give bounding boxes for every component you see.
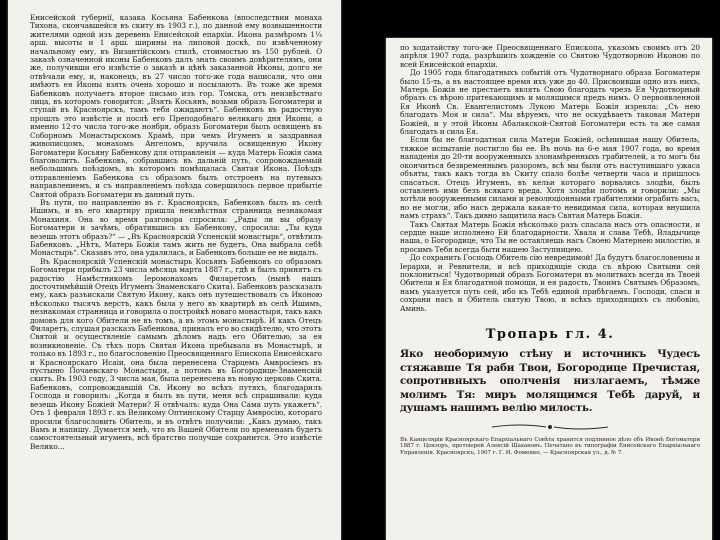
left-paragraph-1: Енисейской губернії, казака Косьяна Бабенкова (впоследствии монаха Тихона, скончавшейся въ скиту въ 1903 г.), по данной ему возвышенности жителями одной изъ деревень Енисейской епархіи. Икона размѣромъ 1¼ арш. высоты и 1 арш. ширины на липовой доскѣ, по извѣченному начальному ему, въ Византійскомъ стилѣ, стоимостью въ 150 рублей. О заказѣ означенной иконы Бабенковъ далъ знать своимъ довѣрителямъ, они же, получивши его извѣстіе о заказѣ и цѣнѣ заказанной Иконы, долго не отвѣчали ему, и, наконецъ, въ 27 число того-же года написали, что они имѣютъ ея Иконы взять очень хорошо и посылаютъ. Въ тоже же время Бабенковъ получаетъ второе письмо изъ гор. Томска, отъ неизвѣстнаго лица, въ которомъ говорится: „Взять Косьянъ, возьми образъ Богоматери и ступай въ Красноярскъ, тамъ тебя ожидаютъ“. Бабенковъ въ радостную прошлъ это извѣстіе и послѣ его Преподобнаго великаго дня Иконы, а именно 12-го числа того-же ноября, образъ Богоматери былъ освященъ въ Соборномъ Монастырскомъ Храмѣ, при чемъ Игуменъ и заздравная живописцомъ, монахомъ Ангеломъ, вручила освященную Икону Богоматери Косьяну Бабенкову для отправленія — куда Матерь Божія сама благоволитъ. Бабенковъ, собравшись въ дальній путь, сопровождаемый небольшимъ поѣздомъ, въ которомъ помѣщалась Святая Икона. Поѣздъ отправленіемъ Бабенкова съ образомъ былъ отстроенъ на путевыхъ направлениемъ, и съ направленіемъ поѣзда совершилось первое прибытіе Святой образъ Богоматери въ данный путь. xyxy=(30,13,322,199)
ornament-divider xyxy=(400,422,700,432)
right-document-page xyxy=(386,38,712,540)
print-footnote: Въ Канцеляріи Красноярскаго Епархіальнаго Совѣта хранится подлинное дѣло объ Иконѣ Богоматери 1887 г. Цензоръ, протоіерей Алексій Шахановъ. Печатано въ типографіи Енисейскаго Епархіальнаго Управленія. Красноярскъ, 1907 г. Г. И. Фоменко, — Красноярская ул., д. № 7. xyxy=(400,436,700,456)
flourish-icon xyxy=(490,422,610,432)
left-paragraph-3: Въ Красноярскій Успенскій монастырь Косьянъ Бабенковъ со образомъ Богоматери прибылъ 23 числа мѣсяца марта 1887 г., гдѣ и былъ принятъ съ радостію Намѣстникомъ Іеромонахомъ Филаретомъ (нынѣ нашъ досточтимѣйшій Отецъ Игуменъ Знаменскаго Скита). Бабенковъ разсказалъ ему, какъ разъискали Святую Икону, какъ онъ путешествовалъ съ Иконою нѣсколько тысячъ верстъ, какъ была у него въ квартирѣ въ селѣ Ишимъ, незнакомая странница и говорила о постройкѣ новаго монастыря, такъ какъ домовъ для кого Обители не въ томъ, а въ этомъ монастырѣ. И какъ Отецъ Филаретъ, слушая разсказъ Бабенкова, приналъ его во свидѣтелю, что этотъ Святой и осуществленіе самымъ дѣломъ надъ его Обителью, за ея возникновеніе. Съ тѣхъ поръ Святая Икона пребывала въ Монастырѣ, и только въ 1893 г., по благословенію Преосвященнаго Епископа Енисейскаго и Красноярскаго Исаіи, она была перенесена Старцемъ Амвросіемъ въ пустыню Почаевскаго Монастыря, а потомъ въ Богородице-Знаменскій скитъ. Въ 1903 году, 3 числа мая, была перенесена въ новую церковь Скита. Бабенковъ, сопровождавшій Св. Икону во всѣхъ путяхъ, благодарилъ Господа и говорилъ: „Когда я былъ въ пути, меня всѣ спрашивали: куда везешь Икону Божіей Матери? Я отвѣчалъ: куда Она Сама путь укажетъ“. Отъ 1 февраля 1893 г. къ Великому Оптинскому Старцу Амвросію, котораго просили благословить Обитель, и въ отвѣтъ получили: „Какъ думаю, такъ Вамъ и напишу. Думается мнѣ, что въ Вашей Обители по временамъ будетъ самостоятельный игуменъ, всѣ братство получше сохранится. Это извѣстіе Велико... xyxy=(30,256,322,451)
right-paragraph-5: До сохранить Господь Обитель сію невредимой! Да будутъ благословенны и Іерархи, и Ревнители, и всѣ приходящіе сюда съ вѣрою Святыни сей поклониться! Чудотворный образъ Богоматери въ молитвахъ всегда въ Твоей Обители и Ея благодатной помощи, и ея радость, Твоимъ Святымъ Образомъ, намъ указуется путь сей, ибо къ Тебѣ единой прибѣгаемъ. Господи, спаси и сохрани насъ и Обитель святую Твою, и всѣхъ приходящихъ съ любовію, Аминь. xyxy=(400,253,700,313)
left-paragraph-2: Въ пути, по направленію въ г. Красноярскъ, Бабенковъ былъ въ селѣ Ишимъ, и въ его квартиру пришла неизвѣстная странница незнакомая Монахиня. Она во время разговора спросила: „Рады ли вы образу Богоматери и зачѣмъ, обратившись къ Бабенкову, спросила: „Ты куда везешь этотъ образъ?“ — „Въ Красноярскій Успенскій монастырь“, отвѣтилъ Бабенковъ. „Нѣтъ, Матерь Божія тамъ жить не будетъ, Она выбрала себѣ Монастырь“. Сказавъ это, она удалилась, и Бабенковъ больше ее не видалъ. xyxy=(30,197,322,258)
right-paragraph-1: по ходатайству того-же Преосвященнаго Епископа, указомъ своимъ отъ 20 апрѣля 1907 года, разрѣшилъ хожденіе со Святою Чудотворною Иконою по всей Енисейской епархіи. xyxy=(400,43,700,69)
troparion-text: Яко необоримую стѣну и источникъ Чудесъ стяжавше Тя раби Твои, Богородице Пречистая, сопротивныхъ ополченія низлагаемъ, тѣмже молимъ Тя: миръ молящимся Тебѣ даруй, и душамъ нашимъ велію милость. xyxy=(400,348,700,414)
right-paragraph-2: До 1905 года благодатныхъ событій отъ Чудотворнаго образа Богоматери было 15-ть, а въ настоящее время ихъ уже до 40. Присвоивши одно изъ нихъ, Матерь Божія не престаетъ являть Свою благодать чрезъ Ея Чудотворный образъ съ вѣрою притекающимъ и молящимся предъ нимъ. О первоявленной Ея Иконѣ Св. Евангелистомъ Лукою Матерь Божія изрекла: „Съ нею благодать Моя и сила“. Мы вѣруемъ, что не оскудѣваетъ таковая Матери Божіей, и у этой Иконы Абалакской-Святой Богоматери есть та же самая благодать и сила Ея. xyxy=(400,68,700,137)
right-paragraph-4: Такъ Святая Матерь Божія нѣсколько разъ спасала насъ отъ опасности, и сердце наше исполнено Ей благодарности. Хвала и слава Тебѣ, Владычице наша, о Богородице, что Ты не оставляешь насъ Своею Матернею милостію, и просимъ Тебя всегда быти нашею Заступницею. xyxy=(400,219,700,254)
troparion-title: Тропарь гл. 4. xyxy=(485,327,615,342)
left-document-page xyxy=(8,0,341,540)
right-text-column xyxy=(400,44,700,456)
left-text-column xyxy=(30,14,322,451)
right-paragraph-3: Если бы не благодатная сила Матери Божіей, осѣнившая нашу Обитель, тяжкое испытаніе постигло бы ее. Въ ночь на 6-е мая 1907 года, во время нападенія до 20-ти вооруженныхъ злонамѣренныхъ грабителей, а то могъ бы окончиться безвременнымъ разоромъ, всѣ мы были отъ наступившаго ужаса объяты, такъ какъ тогда въ Скиту спало болѣе четверти часа и пришлось спасаться. Отецъ Игуменъ, въ кельи котораго ворвались злодѣи, былъ оставленъ ими безъ всякаго вреда. Хотя злодѣи потомъ и говорили: „Мы хотѣли вооруженными силами и революціонными грабителями ограбить васъ, но не могли, ибо насъ держала какая-то невидимая сила, которая внушила намъ страхъ“. Такъ дивно защитила насъ Святая Матерь Божія. xyxy=(400,135,700,221)
